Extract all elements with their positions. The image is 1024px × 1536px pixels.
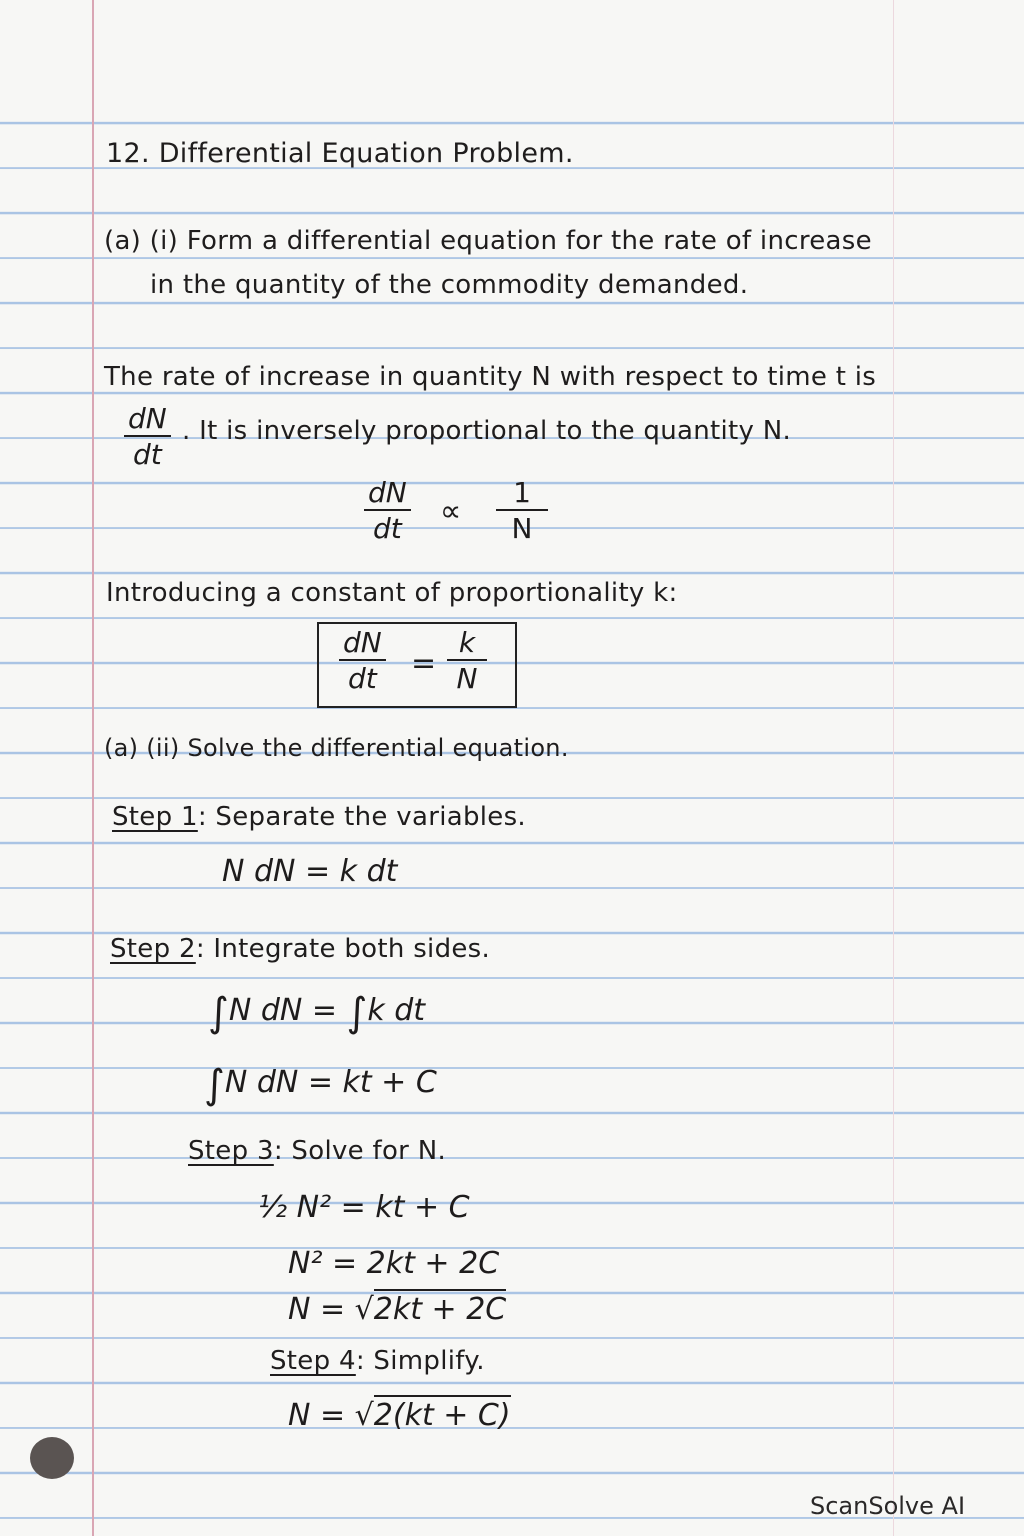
step-2-equation-1 — [208, 990, 425, 1036]
proportional-symbol: ∝ — [440, 494, 462, 529]
radicand: 2kt + 2C — [374, 1289, 506, 1327]
question-text: Form a differential equation for the rate of increase — [186, 226, 872, 256]
radicand: 2(kt + C) — [374, 1395, 511, 1433]
fraction-numerator: 1 — [513, 476, 531, 509]
fraction-numerator: k — [458, 626, 476, 659]
integral-symbol: ∫ — [346, 990, 368, 1036]
fraction-bar — [496, 509, 548, 511]
equation-text: N dN = kt + C — [224, 1065, 437, 1100]
boxed-left-fraction — [339, 628, 386, 694]
step-label: Step 1 — [112, 802, 198, 832]
left-margin-line — [92, 0, 94, 1536]
fraction-numerator: dN — [368, 476, 407, 509]
fraction-numerator: dN — [343, 626, 382, 659]
fraction-denominator: N — [456, 662, 478, 696]
equation-lhs: N = √ — [288, 1398, 374, 1433]
equation-text: N² = kt + C — [296, 1190, 470, 1225]
right-margin-line — [893, 0, 894, 1536]
question-text: Solve the differential equation. — [187, 734, 569, 762]
fraction-denominator: N — [511, 512, 533, 546]
equation-lhs: N dN = — [228, 993, 347, 1028]
step-title: : Solve for N. — [273, 1136, 447, 1166]
step-title: : Separate the variables. — [197, 802, 526, 832]
proportional-right-fraction — [496, 478, 548, 544]
fraction-bar — [447, 659, 487, 661]
fraction-numerator: dN — [128, 402, 167, 435]
fraction-denominator: dt — [132, 438, 162, 472]
step-3-heading — [188, 1136, 446, 1166]
equation-rhs: k dt — [367, 993, 426, 1028]
fraction-bar — [339, 659, 386, 661]
integral-symbol: ∫ — [204, 1062, 225, 1108]
integral-symbol: ∫ — [208, 990, 229, 1036]
constant-intro: Introducing a constant of proportionality k: — [106, 578, 678, 608]
problem-title: 12. Differential Equation Problem. — [106, 138, 574, 169]
proportional-left-fraction — [364, 478, 411, 544]
fraction-denominator: dt — [372, 512, 402, 546]
scansolve-watermark: ScanSolve AI — [810, 1492, 966, 1520]
step-label: Step 4 — [270, 1346, 356, 1376]
step-1-heading — [112, 802, 526, 832]
coefficient-half: ½ — [258, 1190, 288, 1225]
boxed-right-fraction — [447, 628, 487, 694]
step-3-equation-3 — [288, 1292, 506, 1327]
question-a-ii — [104, 734, 569, 762]
fraction-bar — [364, 509, 411, 511]
step-4-heading — [270, 1346, 485, 1376]
step-title: : Simplify. — [355, 1346, 485, 1376]
binder-hole — [30, 1437, 74, 1479]
step-3-equation-2: N² = 2kt + 2C — [288, 1246, 500, 1281]
step-2-equation-2 — [204, 1062, 437, 1108]
equals-sign: = — [411, 646, 437, 681]
fraction-bar — [124, 435, 171, 437]
explanation-line1: The rate of increase in quantity N with respect to time t is — [104, 362, 877, 392]
step-4-equation — [288, 1398, 511, 1433]
question-a-i-line2: in the quantity of the commodity demanded. — [150, 270, 749, 300]
question-label: (a) (i) — [104, 226, 179, 256]
rate-fraction — [124, 404, 171, 470]
step-label: Step 3 — [188, 1136, 274, 1166]
step-label: Step 2 — [110, 934, 196, 964]
boxed-equation — [317, 622, 517, 708]
fraction-denominator: dt — [347, 662, 377, 696]
step-1-equation: N dN = k dt — [222, 854, 398, 889]
question-a-i — [104, 226, 872, 256]
equation-lhs: N = √ — [288, 1292, 374, 1327]
question-label: (a) (ii) — [104, 734, 180, 762]
explanation-line2: . It is inversely proportional to the quantity N. — [182, 416, 792, 446]
step-3-equation-1 — [258, 1190, 470, 1225]
step-title: : Integrate both sides. — [195, 934, 491, 964]
step-2-heading — [110, 934, 490, 964]
